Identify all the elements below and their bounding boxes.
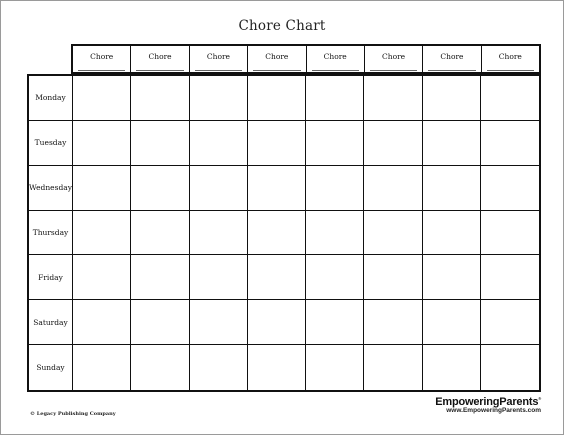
chore-header-cell (131, 46, 189, 72)
chore-checkbox-cell[interactable] (481, 211, 539, 256)
chore-checkbox-cell[interactable] (364, 76, 422, 121)
chore-checkbox-cell[interactable] (248, 345, 306, 390)
chore-checkbox-cell[interactable] (190, 300, 248, 345)
chore-name-line (78, 70, 125, 71)
copyright-text: © Legacy Publishing Company (30, 411, 116, 417)
chore-checkbox-cell[interactable] (481, 345, 539, 390)
chore-header-cell (307, 46, 365, 72)
chore-checkbox-cell[interactable] (248, 121, 306, 166)
chore-checkbox-cell[interactable] (248, 300, 306, 345)
chore-header-cell (248, 46, 306, 72)
chore-checkbox-cell[interactable] (131, 345, 189, 390)
chore-checkbox-cell[interactable] (248, 255, 306, 300)
trademark-mark: ® (538, 396, 541, 401)
brand-name: EmpoweringParents (435, 396, 539, 408)
chore-checkbox-cell[interactable] (190, 166, 248, 211)
chore-checkbox-cell[interactable] (190, 345, 248, 390)
day-label: Monday (29, 76, 73, 121)
chore-header-cell (73, 46, 131, 72)
chore-name-line (136, 70, 183, 71)
chore-checkbox-cell[interactable] (73, 211, 131, 256)
chore-checkbox-cell[interactable] (73, 76, 131, 121)
chore-checkbox-cell[interactable] (248, 76, 306, 121)
chore-header-label: Chore (206, 52, 230, 61)
day-label: Tuesday (29, 121, 73, 166)
brand-block (435, 396, 541, 414)
chore-checkbox-cell[interactable] (481, 166, 539, 211)
chore-checkbox-cell[interactable] (131, 211, 189, 256)
chore-name-line (370, 70, 417, 71)
chore-checkbox-cell[interactable] (306, 121, 364, 166)
chore-checkbox-cell[interactable] (248, 211, 306, 256)
chore-checkbox-cell[interactable] (364, 211, 422, 256)
day-label: Sunday (29, 345, 73, 390)
chore-checkbox-cell[interactable] (423, 121, 481, 166)
chore-checkbox-cell[interactable] (131, 121, 189, 166)
chore-name-line (195, 70, 242, 71)
chore-checkbox-cell[interactable] (131, 255, 189, 300)
chore-checkbox-cell[interactable] (364, 166, 422, 211)
chore-name-line (253, 70, 300, 71)
chore-header-label: Chore (90, 52, 114, 61)
chore-checkbox-cell[interactable] (306, 211, 364, 256)
chore-checkbox-cell[interactable] (364, 345, 422, 390)
chore-checkbox-cell[interactable] (131, 76, 189, 121)
day-label: Wednesday (29, 166, 73, 211)
chore-header-cell (365, 46, 423, 72)
chore-header-label: Chore (323, 52, 347, 61)
chore-header-label: Chore (440, 52, 464, 61)
chore-checkbox-cell[interactable] (73, 255, 131, 300)
chore-header-label: Chore (265, 52, 289, 61)
chore-checkbox-cell[interactable] (423, 255, 481, 300)
chore-checkbox-cell[interactable] (423, 76, 481, 121)
chore-checkbox-cell[interactable] (73, 345, 131, 390)
chore-checkbox-cell[interactable] (73, 121, 131, 166)
chore-checkbox-cell[interactable] (306, 76, 364, 121)
chore-checkbox-cell[interactable] (364, 121, 422, 166)
chore-header-label: Chore (148, 52, 172, 61)
chore-name-line (428, 70, 475, 71)
chore-checkbox-cell[interactable] (190, 121, 248, 166)
chore-checkbox-cell[interactable] (306, 345, 364, 390)
chore-name-line (487, 70, 534, 71)
day-label: Saturday (29, 300, 73, 345)
chore-checkbox-cell[interactable] (481, 300, 539, 345)
chore-checkbox-cell[interactable] (306, 255, 364, 300)
chore-header-cell (482, 46, 539, 72)
chore-checkbox-cell[interactable] (190, 255, 248, 300)
chore-name-line (312, 70, 359, 71)
chore-header-label: Chore (498, 52, 522, 61)
chore-checkbox-cell[interactable] (423, 345, 481, 390)
chore-checkbox-cell[interactable] (364, 255, 422, 300)
day-label: Friday (29, 255, 73, 300)
chore-checkbox-cell[interactable] (190, 211, 248, 256)
chore-checkbox-cell[interactable] (131, 166, 189, 211)
brand-url: www.EmpoweringParents.com (446, 407, 541, 414)
chore-header-label: Chore (382, 52, 406, 61)
chore-checkbox-cell[interactable] (73, 300, 131, 345)
chore-checkbox-cell[interactable] (423, 211, 481, 256)
chore-checkbox-cell[interactable] (131, 300, 189, 345)
chore-checkbox-cell[interactable] (481, 76, 539, 121)
day-label: Thursday (29, 211, 73, 256)
chore-header-cell (190, 46, 248, 72)
chore-checkbox-cell[interactable] (306, 300, 364, 345)
chore-checkbox-cell[interactable] (423, 300, 481, 345)
chore-checkbox-cell[interactable] (423, 166, 481, 211)
page-title: Chore Chart (238, 18, 326, 34)
chore-checkbox-cell[interactable] (481, 255, 539, 300)
chore-header-row (71, 44, 541, 74)
chore-checkbox-cell[interactable] (481, 121, 539, 166)
chore-checkbox-cell[interactable] (73, 166, 131, 211)
chore-grid (27, 74, 541, 392)
chore-checkbox-cell[interactable] (248, 166, 306, 211)
chore-header-cell (423, 46, 481, 72)
chore-checkbox-cell[interactable] (364, 300, 422, 345)
chore-checkbox-cell[interactable] (190, 76, 248, 121)
chore-checkbox-cell[interactable] (306, 166, 364, 211)
